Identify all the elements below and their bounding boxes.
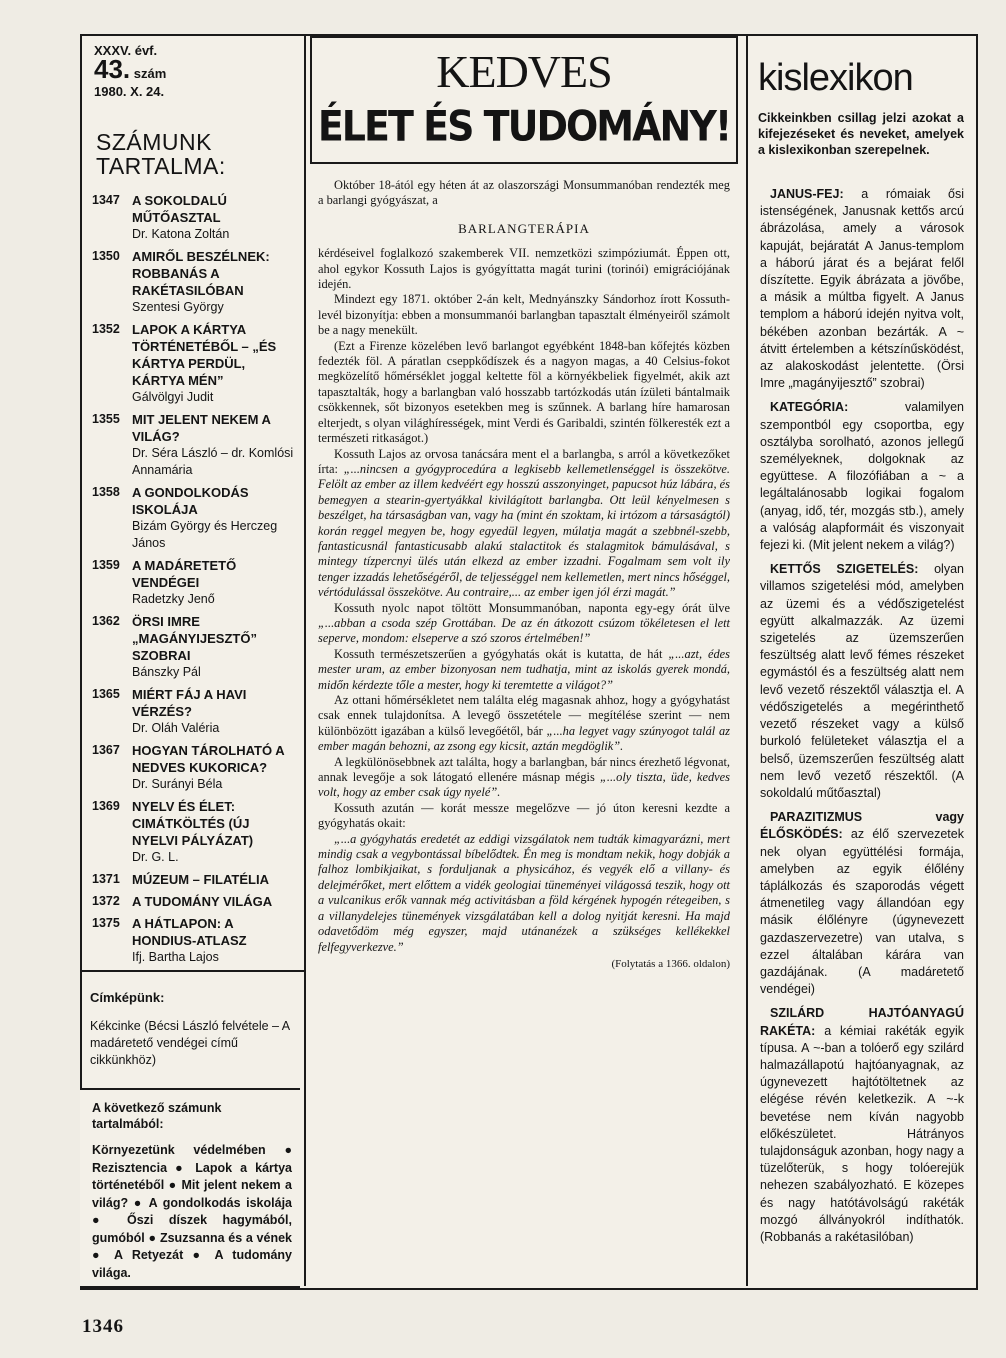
lexicon-definition: valamilyen szempontból egy csoportba, egy osztályba sorolható, azonos jellegű személyeknek, dolgoknak az együttese. A filozófiában a ~ a legáltalánosabb logikai fogalom (anyag, idő, tér, mozgás stb.), amely a valóság alapformáit és viszonyait fejezi ki. (Mit jelent nekem a világ?)	[760, 400, 964, 553]
table-of-contents	[92, 192, 298, 971]
toc-item	[92, 798, 298, 866]
lexicon-term: KETTŐS SZIGETELÉS:	[770, 562, 919, 577]
issue-date: 1980. X. 24.	[94, 84, 165, 99]
toc-author: Bánszky Pál	[132, 665, 201, 679]
toc-page: 1371	[92, 872, 120, 886]
article-text: A legkülönösebbnek azt találta, hogy a barlangban, bár nincs érezhető légvonat, annak levegője a sok látogató ellenére másnap mégis	[318, 754, 730, 785]
issue-year: XXXV. évf.	[94, 43, 158, 58]
toc-item	[92, 893, 298, 910]
article-text: Kossuth természetszerűen a gyógyhatás okát is kutatta, de hát	[334, 646, 669, 661]
toc-title: A SOKOLDALÚ MŰTŐASZTAL	[132, 193, 227, 225]
lexicon-entry	[760, 399, 964, 554]
kislexikon-title: kislexikon	[758, 57, 913, 99]
toc-item	[92, 613, 298, 681]
toc-page: 1352	[92, 322, 120, 336]
toc-title: ÖRSI IMRE „MAGÁNYIJESZTŐ” SZOBRAI	[132, 614, 257, 663]
toc-title: MIT JELENT NEKEM A VILÁG?	[132, 412, 271, 444]
toc-author: Bizám György és Herczeg János	[132, 519, 278, 550]
toc-page: 1367	[92, 743, 120, 757]
article-paragraph: Október 18-ától egy héten át az olaszországi Monsummanóban rendezték meg a barlangi gyógyászat, a	[318, 178, 730, 208]
toc-page: 1362	[92, 614, 120, 628]
toc-title: A GONDOLKODÁS ISKOLÁJA	[132, 485, 249, 517]
lexicon-term: KATEGÓRIA:	[770, 400, 849, 415]
middle-column	[306, 34, 748, 1286]
masthead-kedves: KEDVES	[436, 46, 612, 97]
toc-item	[92, 321, 298, 406]
toc-title: A MADÁRETETŐ VENDÉGEI	[132, 558, 237, 590]
cover-heading: Címképünk:	[90, 990, 165, 1005]
article-paragraph: Kossuth azután — korát messze megelőzve — jó úton keresni kezdte a gyógyhatás okait:	[318, 800, 730, 831]
next-issue-text: Környezetünk védelmében ● Rezisztencia ● Lapok a kártya történetéből ● Mit jelent nekem a világ? ● A gondolkodás iskolája ● Őszi díszek hagymából, gumóból ● Zsuzsanna és a vének ● A Retyezát ● A tudomány világa.	[92, 1143, 292, 1280]
article-text: Kossuth nyolc napot töltött Monsummanóban, naponta egy-egy órát ülve	[334, 600, 730, 615]
toc-page: 1372	[92, 894, 120, 908]
lexicon-term: PARAZITIZMUS vagy ÉLŐSKÖDÉS:	[760, 810, 964, 842]
toc-author: Ifj. Bartha Lajos	[132, 950, 219, 964]
toc-author: Dr. G. L.	[132, 850, 179, 864]
article-quote: „...azt, édes mester uram, az ember bizonyosan nem tudhatja, mint az iskolás gyerek mondá, midőn kérdezte tőle a mester, hogy ki teremtette a világot?”	[318, 646, 730, 692]
toc-page: 1365	[92, 687, 120, 701]
toc-title: LAPOK A KÁRTYA TÖRTÉNETÉBŐL – „ÉS KÁRTYA PERDÜL, KÁRTYA MÉN”	[132, 322, 277, 388]
article-quote: „...ha legyet vagy szúnyogot talál az ember magán behozni, az zsong egy kicsit, aztán megdöglik”.	[318, 723, 730, 754]
toc-item	[92, 484, 298, 552]
lexicon-definition: a rómaiak ősi istenségének, Janusnak kettős arcú ábrázolása, amely a városok kapuját, bejáratát A Janus-templom a háború járat és a bejárat felől díszítette. Egyik ábrázata a jövőbe, a másik a múltba figyelt. A Janus templom a háború idején nyitva volt, békében azonban bezárták. A ~ átvitt értelemben a kétszínűsködést, az alakoskodást jelentette. (Örsi Imre „magányijesztő” szobrai)	[760, 187, 964, 391]
article-paragraph	[318, 447, 730, 601]
article-quote: „...a gyógyhatás eredetét az eddigi vizsgálatok nem tudták kimagyarázni, mert mindig csak a vegybontással bíbelődtek. Én meg is mondtam nekik, hogy dobják a falhoz lombikjaikat, s forduljanak a physicához, és vegyék elő a villany- és delejmérőket, mert előttem a vidék geologiai tüneményei világossá teszik, hogy ott a vulcanikus erők vannak még activitásban a föld kérgének hypogén rétegeiben, s a villanydelejes tünemények vizsgálatában kell a dolog nyitját keresni. Ha majd odavetődöm még egyszer, majd utánanézek a szükséges kellékekkel felfegyverkezve.”	[318, 831, 730, 954]
article-paragraph: (Ezt a Firenze közelében levő barlangot egyébként 1848-ban kőfejtés közben fedezték föl. A páratlan cseppkődíszek és a nagyon magas, a 40 Celsius-fokot megközelítő hőmérséklet joggal keltette föl a környékbeliek figyelmét, akik azt tapasztalták, hogy a barlangban való hosszabb tartózkodás után ízületi bántalmaik csökkennek, sőt bizonyos esetekben meg is szűnnek. A barlang híre hamarosan elterjedt, s olyan világhírességek, mint Verdi és Garibaldi, szintén fölkeresték ezt a természeti ritkaságot.)	[318, 338, 730, 446]
lexicon-entry	[760, 186, 964, 392]
toc-author: Szentesi György	[132, 300, 224, 314]
article-paragraph	[318, 601, 730, 647]
article-text: Az ottani hőmérsékletet nem találta elég magasnak ahhoz, hogy a gyógyhatást csak ennek tulajdonítsa. A levegő összetétele — megítélése szerint — nem különbözött igazában a külső levegőétől, bár	[318, 693, 730, 738]
toc-author: Dr. Surányi Béla	[132, 777, 223, 791]
toc-page: 1359	[92, 558, 120, 572]
article	[318, 178, 730, 972]
toc-item	[92, 742, 298, 793]
toc-page: 1350	[92, 249, 120, 263]
toc-item	[92, 192, 298, 243]
lexicon-term: SZILÁRD HAJTÓANYAGÚ RAKÉTA:	[760, 1006, 964, 1038]
toc-author: Radetzky Jenő	[132, 592, 215, 606]
divider	[80, 970, 304, 972]
toc-title: MÚZEUM – FILATÉLIA	[132, 872, 269, 887]
toc-item	[92, 686, 298, 737]
article-paragraph	[318, 647, 730, 693]
article-quote: „...oly tiszta, üde, kedves volt, hogy az ember csak úgy nyelé”.	[318, 770, 730, 800]
toc-item	[92, 248, 298, 316]
continued-note: (Folytatás a 1366. oldalon)	[611, 957, 730, 970]
toc-heading-line2: TARTALMA:	[96, 153, 226, 179]
toc-title: A HÁTLAPON: A HONDIUS-ATLASZ	[132, 916, 247, 948]
toc-item	[92, 871, 298, 888]
toc-page: 1369	[92, 799, 120, 813]
toc-heading	[96, 130, 226, 178]
toc-title: A TUDOMÁNY VILÁGA	[132, 894, 273, 909]
toc-page: 1347	[92, 193, 120, 207]
lexicon-entry	[760, 809, 964, 998]
toc-page: 1355	[92, 412, 120, 426]
toc-title: MIÉRT FÁJ A HAVI VÉRZÉS?	[132, 687, 247, 719]
toc-item	[92, 411, 298, 479]
article-paragraph: kérdéseivel foglalkozó szakemberek VII. nemzetközi szimpóziumát. Éppen ott, ahol egykor Kossuth Lajos is gyógyíttatta magát turini (torinói) emigrációjának idején.	[318, 246, 730, 292]
issue-info	[94, 42, 166, 101]
page-number: 1346	[82, 1316, 124, 1337]
cover-text: Kékcinke (Bécsi László felvétele – A madáretető vendégei című cikkünkhöz)	[90, 1019, 290, 1067]
toc-item	[92, 915, 298, 966]
lexicon-definition: olyan villamos szigetelési mód, amelyben az üzemi és a védőszigetelést együtt alkalmazzák. Az üzemi szigetelés az üzemszerűen feszültség alatt levő fémes részeket egymástól és a feszültség alatt nem levő vezető részektől választja el. A védőszigetelés a megérinthető vezető részeket vagy a külső burkoló felületeket választja el a belső, üzemszerűen feszültség alatt nem levő vezető részektől. (A sokoldalú műtőasztal)	[760, 562, 964, 800]
left-column	[80, 34, 306, 1286]
right-column	[748, 34, 974, 1286]
issue-number: 43.	[94, 54, 131, 84]
toc-item	[92, 557, 298, 608]
toc-page: 1375	[92, 916, 120, 930]
kislexikon-entries	[760, 186, 964, 1253]
article-paragraph	[318, 755, 730, 801]
article-quote: „...abban a csoda szép Grottában. De az én átkozott csúzom tökéletesen el lett seperve, mondom: elseperve a szó szoros értelmében!”	[318, 615, 730, 646]
toc-heading-line1: SZÁMUNK	[96, 129, 212, 155]
kislexikon-intro: Cikkeinkben csillag jelzi azokat a kifejezéseket és neveket, amelyek a kislexikonban szerepelnek.	[758, 111, 964, 157]
issue-number-suffix: szám	[133, 66, 167, 81]
article-text: Kossuth Lajos az orvosa tanácsára ment el a barlangba, s arról a következőket írta:	[318, 446, 730, 476]
article-paragraph: Mindezt egy 1871. október 2-án kelt, Mednyánszky Sándorhoz írott Kossuth-levél bizonyítja: ebben a monsummanói barlangban tapasztalt élményeiről számolt be a nagy menekült.	[318, 292, 730, 338]
toc-author: Gálvölgyi Judit	[132, 390, 214, 404]
lexicon-entry	[760, 561, 964, 802]
toc-title: HOGYAN TÁROLHATÓ A NEDVES KUKORICA?	[132, 743, 285, 775]
lexicon-definition: az élő szervezetek nek olyan együttélési formája, amelyben az egyik élőlény táplálkozás és szaporodás végett átmenetileg vagy állandóan egy másik élőlényre (úgynevezett gazdaszervezetre) van utalva, s ezzel általában kárára van gazdájának. (A madáretető vendégei)	[760, 827, 964, 997]
masthead	[310, 36, 738, 164]
lexicon-definition: a kémiai rakéták egyik típusa. A ~-ban a tolóerő egy szilárd halmazállapotú hajtóanyagnak, az úgynevezett hajtótöltetnek az elégése révén keletkezik. A ~-k bevetése nem kíván nagyobb előkészületet. Hátrányos tulajdonságuk azonban, hogy nagy a tüzelőterük, s hogy tolóerejük nehezen szabályozható. E közepes és nagy hatótávolságú rakéták mozgó állványokról indíthatók. (Robbanás a rakétasilóban)	[760, 1023, 964, 1244]
toc-title: NYELV ÉS ÉLET: CIMÁTKÖLTÉS (ÚJ NYELVI PÁLYÁZAT)	[132, 799, 254, 848]
lexicon-term: JANUS-FEJ:	[770, 187, 844, 201]
toc-author: Dr. Katona Zoltán	[132, 227, 230, 241]
lexicon-entry	[760, 1005, 964, 1246]
article-subtitle: BARLANGTERÁPIA	[458, 220, 590, 236]
article-quote: „...nincsen a gyógyprocedúra a legkisebb kellemetlenséggel is összekötve. Felölt az ember az illem kedvéért egy hosszú asszonyinget, papucsot húz lábára, és bemegyen a stearin-gyertyákkal kivilágított barlangba. Ott leül kényelmesen s beszélget, ha társaságban van, vagy ha (mint én szoktam, ki irtózom a társaságtól) korán reggel megyen be, hogy egyedül legyen, múlatja magát a szebbnél-szebb, fantasticusnál fantasticusabb alakú stalactitok és stalagmitok bámulásával, s mintegy tízpercnyi ülés után elkezd az ember izzadni. Fogalmam sem volt ily tenger izzadás lehetőségéről, de teljességgel nem kellemetlen, mert nincs hőséggel, vértódulással összekötve. Au contraire,... az ember igen jól érzi magát.”	[318, 461, 730, 600]
next-issue-box	[80, 1088, 300, 1288]
toc-author: Dr. Oláh Valéria	[132, 721, 220, 735]
toc-title: AMIRŐL BESZÉLNEK: ROBBANÁS A RAKÉTASILÓBAN	[132, 249, 270, 298]
masthead-title: ÉLET ÉS TUDOMÁNY!	[317, 101, 731, 151]
toc-author: Dr. Séra László – dr. Komlósi Annamária	[132, 446, 294, 477]
toc-page: 1358	[92, 485, 120, 499]
next-issue-heading: A következő számunk tartalmából:	[92, 1101, 222, 1131]
article-paragraph	[318, 693, 730, 755]
